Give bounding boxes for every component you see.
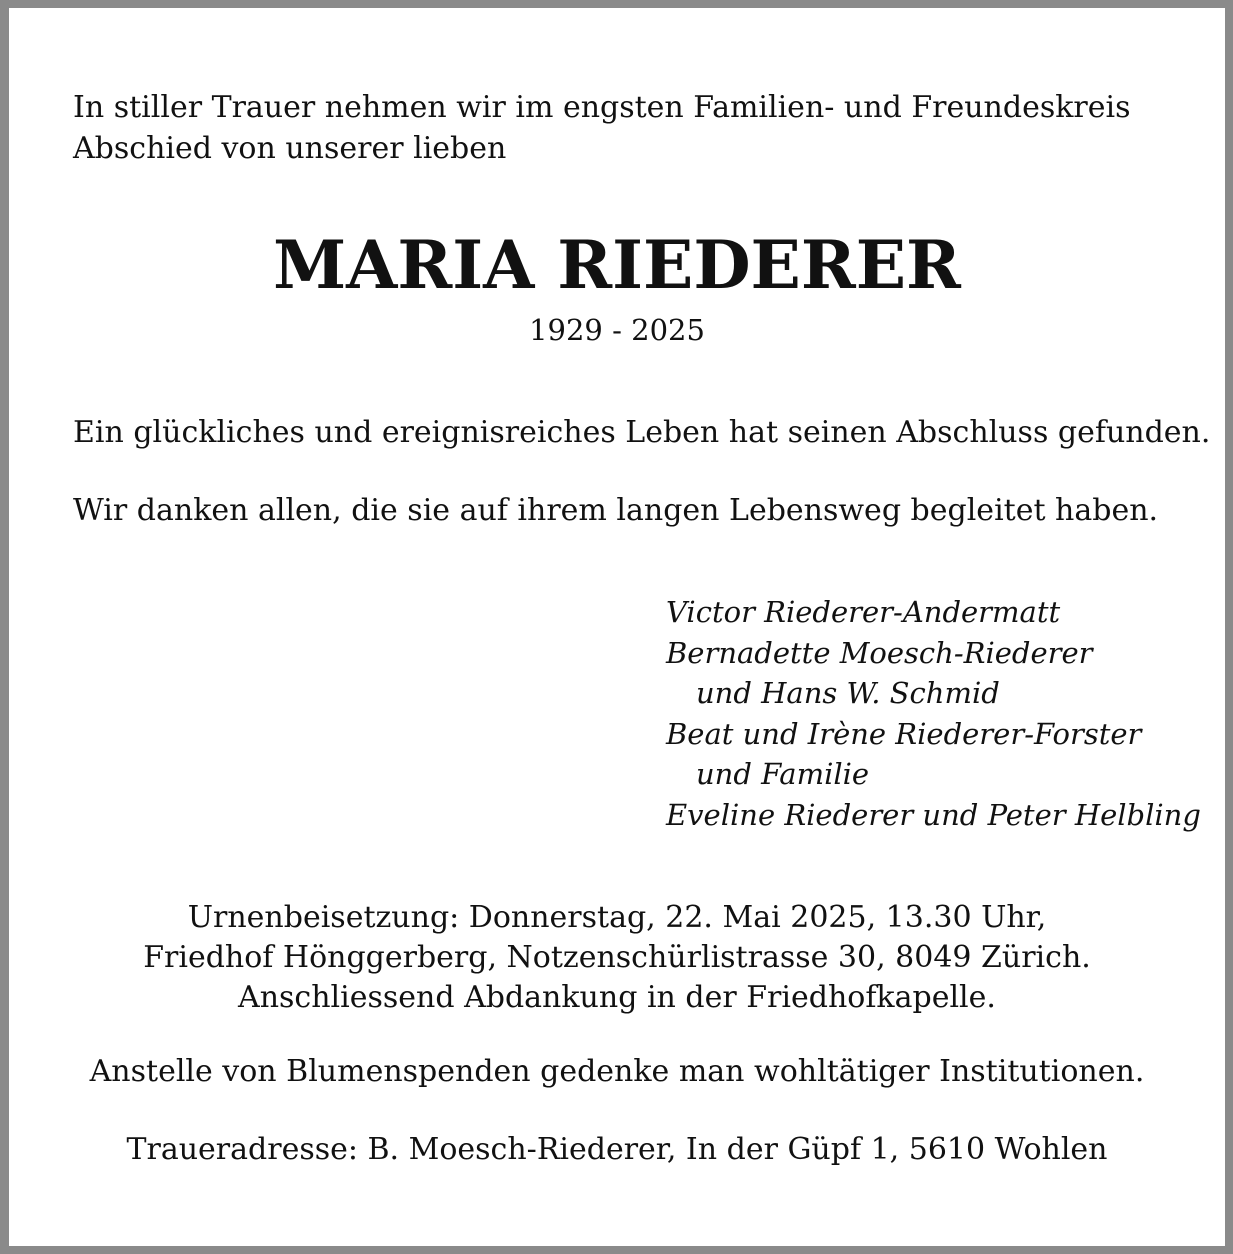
signer-line: Bernadette Moesch-Riederer [666,635,1093,670]
mourning-address: Traueradresse: B. Moesch-Riederer, In der Güpf 1, 5610 Wohlen [126,1132,1108,1167]
intro-line-1: In stiller Trauer nehmen wir im engsten Familien- und Freundeskreis [73,90,1131,125]
life-years: 1929 - 2025 [529,313,705,347]
service-line-3: Anschliessend Abdankung in der Friedhofkapelle. [238,980,996,1015]
signer-line: und Familie [696,757,870,791]
intro-text [73,87,1173,169]
service-line-1: Urnenbeisetzung: Donnerstag, 22. Mai 2025, 13.30 Uhr, [187,900,1047,935]
signer-line: Victor Riederer-Andermatt [666,595,1061,629]
deceased-name: MARIA RIEDERER [273,226,961,304]
intro-line-2: Abschied von unserer lieben [73,131,507,166]
signer-line: Eveline Riederer und Peter Helbling [666,797,1201,832]
signers-list [666,592,1206,835]
obituary-notice [9,8,1225,1246]
life-text: Ein glückliches und ereignisreiches Leben hat seinen Abschluss gefunden. [73,415,1211,450]
signer-line: Beat und Irène Riederer-Forster [666,716,1142,751]
donation-note: Anstelle von Blumenspenden gedenke man wohltätiger Institutionen. [89,1054,1145,1089]
service-line-2: Friedhof Hönggerberg, Notzenschürlistrasse 30, 8049 Zürich. [143,940,1091,975]
thanks-text: Wir danken allen, die sie auf ihrem langen Lebensweg begleitet haben. [73,493,1159,528]
service-info [9,898,1225,1018]
signer-line: und Hans W. Schmid [696,676,1000,710]
